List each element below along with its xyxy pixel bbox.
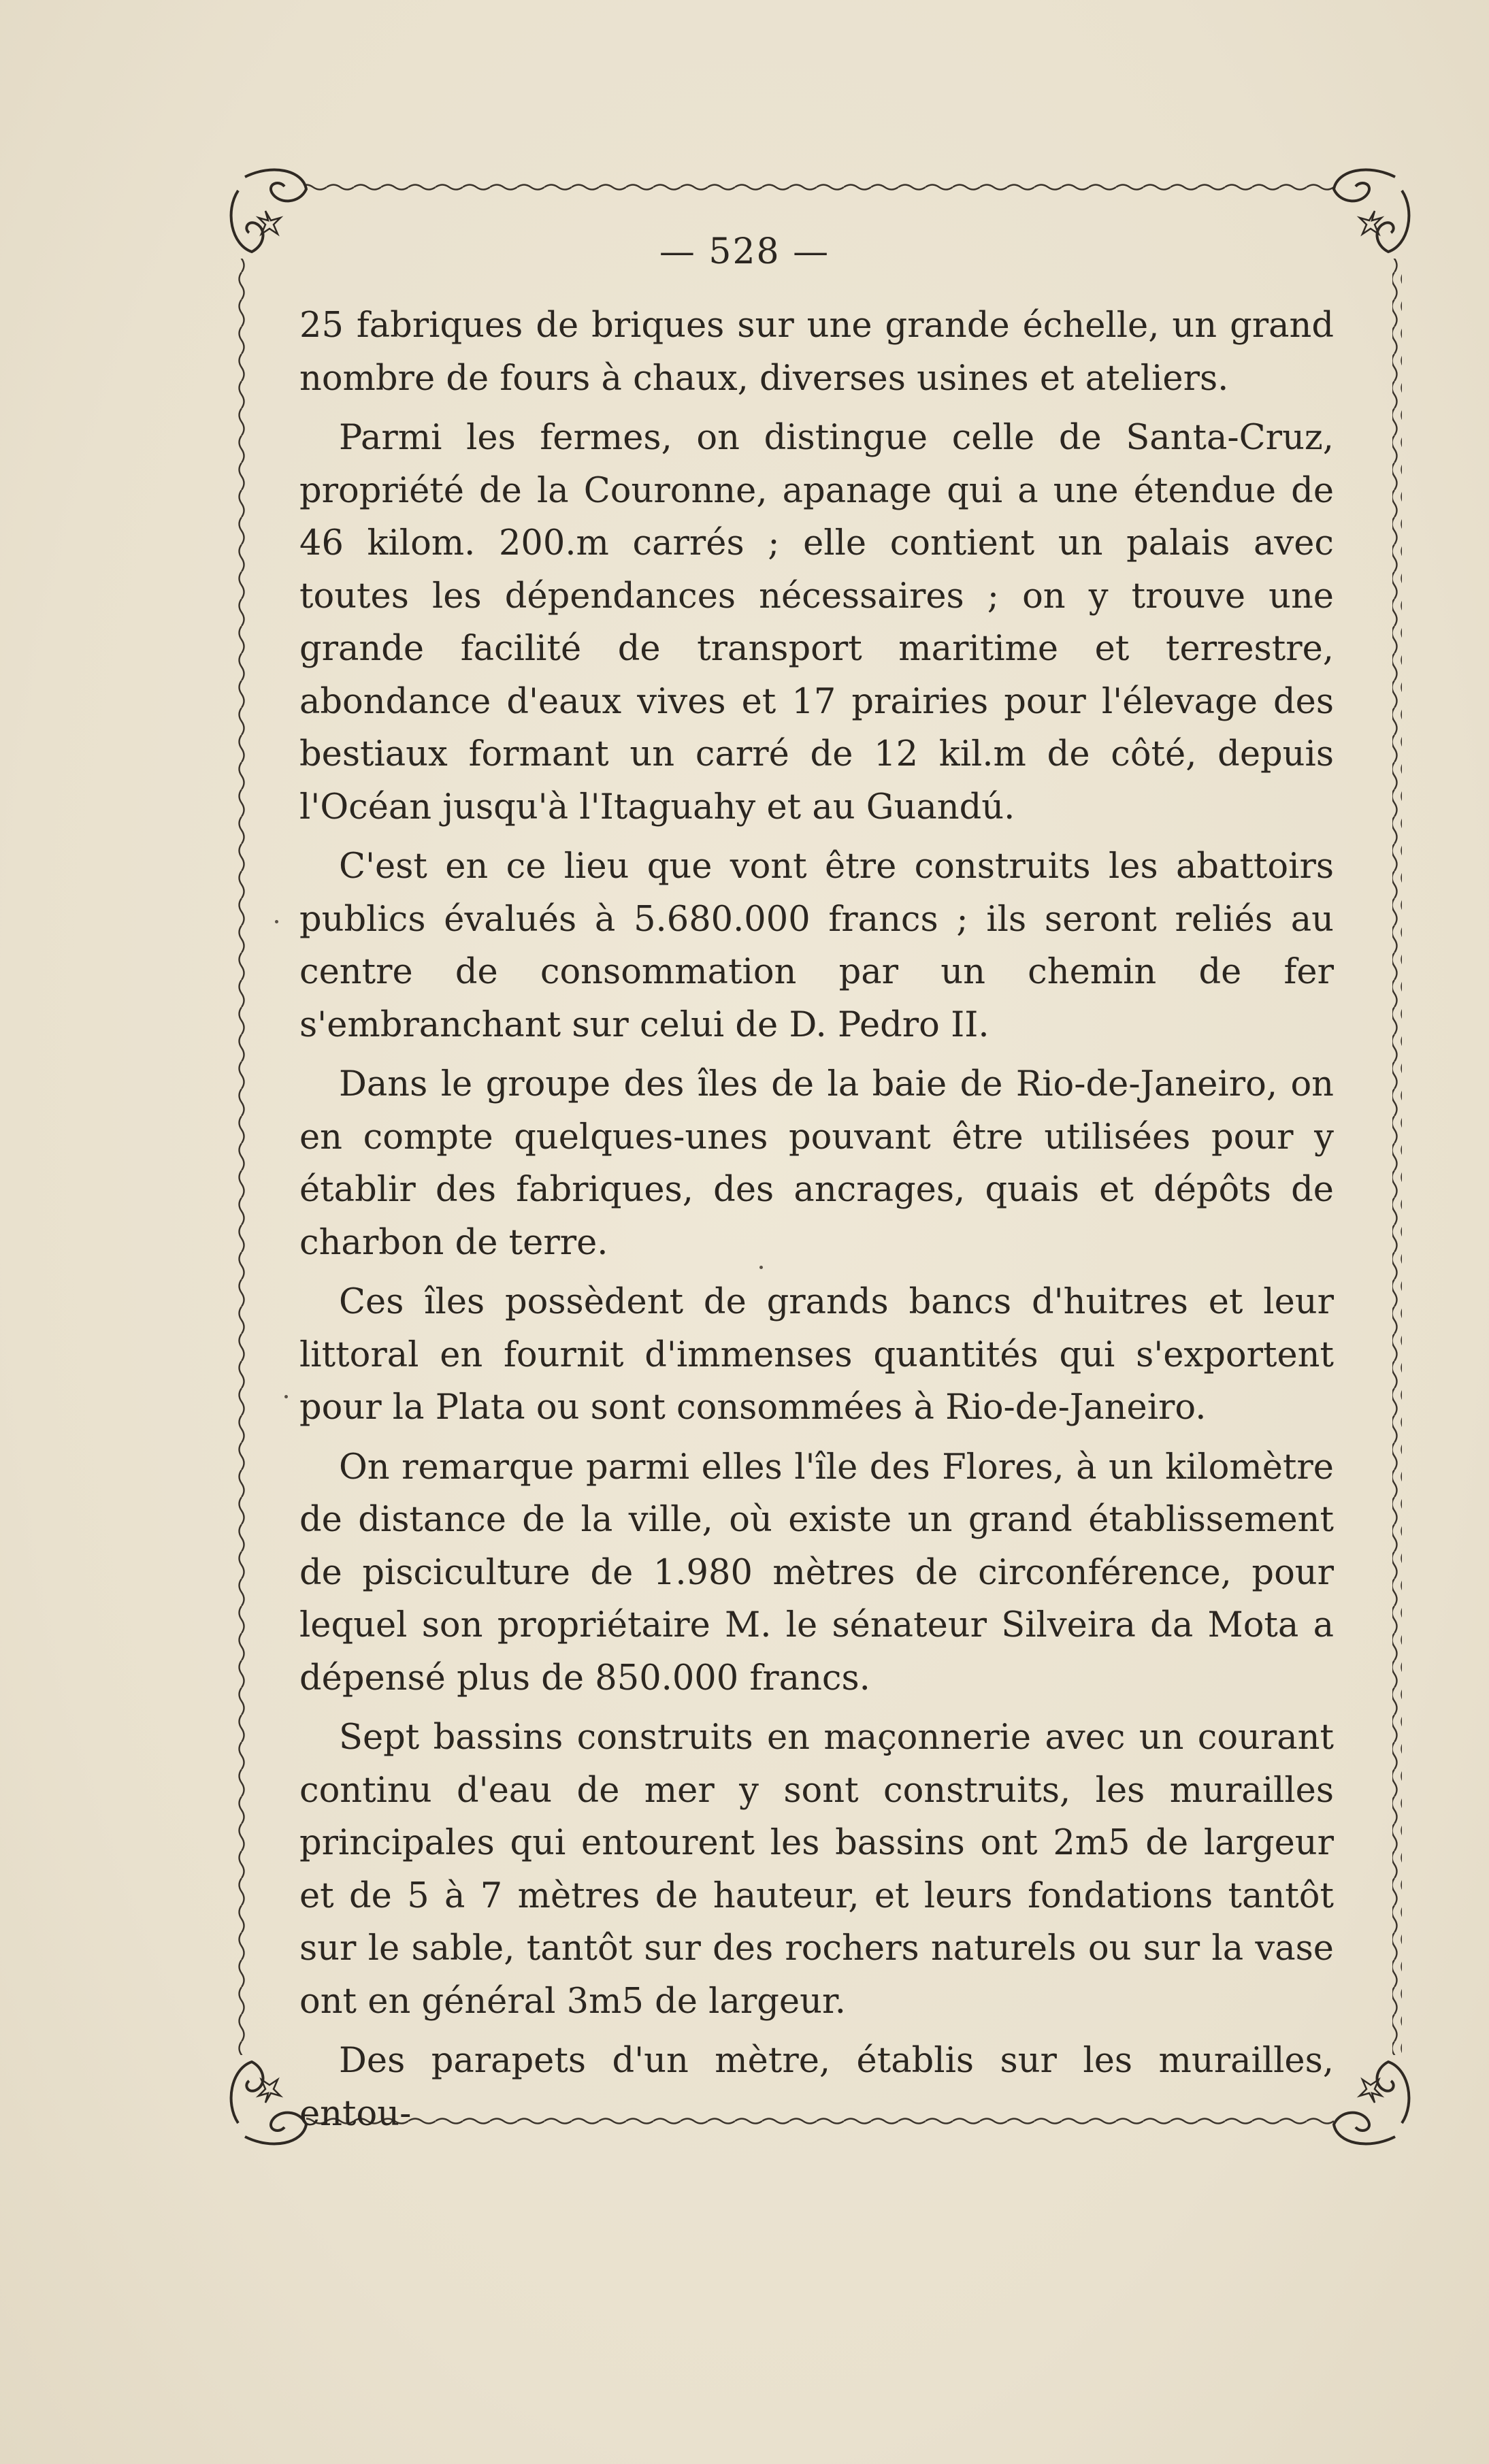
- paragraph: Dans le groupe des îles de la baie de Rio-de-Janeiro, on en compte quelques-unes pouvant être utilisées pour y établir des fabriques, des ancrages, quais et dépôts de charbon de terre.: [299, 1064, 1334, 1263]
- paragraph: Des parapets d'un mètre, établis sur les murailles, entou-: [299, 2041, 1334, 2134]
- body-text: [299, 299, 1334, 2140]
- paragraph: Ces îles possèdent de grands bancs d'huitres et leur littoral en fournit d'immenses quantités qui s'exportent pour la Plata ou sont consommées à Rio-de-Janeiro.: [299, 1282, 1334, 1428]
- corner-flourish-bottom-right: [1334, 2062, 1409, 2143]
- paragraph: C'est en ce lieu que vont être construits les abattoirs publics évalués à 5.680.000 francs ; ils seront reliés au centre de consommation par un chemin de fer s'embranchant sur celui de D. Pedro II.: [299, 847, 1334, 1045]
- paragraph: 25 fabriques de briques sur une grande échelle, un grand nombre de fours à chaux, diverses usines et ateliers.: [299, 306, 1334, 399]
- page-number: — 528 —: [659, 231, 830, 272]
- ink-speck: [284, 1395, 288, 1398]
- paragraph: Sept bassins construits en maçonnerie avec un courant continu d'eau de mer y sont construits, les murailles principales qui entourent les bassins ont 2m5 de largeur et de 5 à 7 mètres de hauteur, et leurs fondations tantôt sur le sable, tantôt sur des rochers naturels ou sur la vase ont en général 3m5 de largeur.: [299, 1718, 1334, 2022]
- corner-flourish-bottom-left: [231, 2062, 306, 2143]
- paragraph: Parmi les fermes, on distingue celle de Santa-Cruz, propriété de la Couronne, apanage qui a une étendue de 46 kilom. 200.m carrés ; elle contient un palais avec toutes les dépendances nécessaires ; on y trouve une grande facilité de transport maritime et terrestre, abondance d'eaux vives et 17 prairies pour l'élevage des bestiaux formant un carré de 12 kil.m de côté, depuis l'Océan jusqu'à l'Itaguahy et au Guandú.: [299, 418, 1334, 827]
- ink-speck: [759, 1266, 763, 1269]
- paragraph: On remarque parmi elles l'île des Flores, à un kilomètre de distance de la ville, où existe un grand établissement de pisciculture de 1.980 mètres de circonférence, pour lequel son propriétaire M. le sénateur Silveira da Mota a dépensé plus de 850.000 francs.: [299, 1447, 1334, 1698]
- ink-speck: [275, 920, 278, 923]
